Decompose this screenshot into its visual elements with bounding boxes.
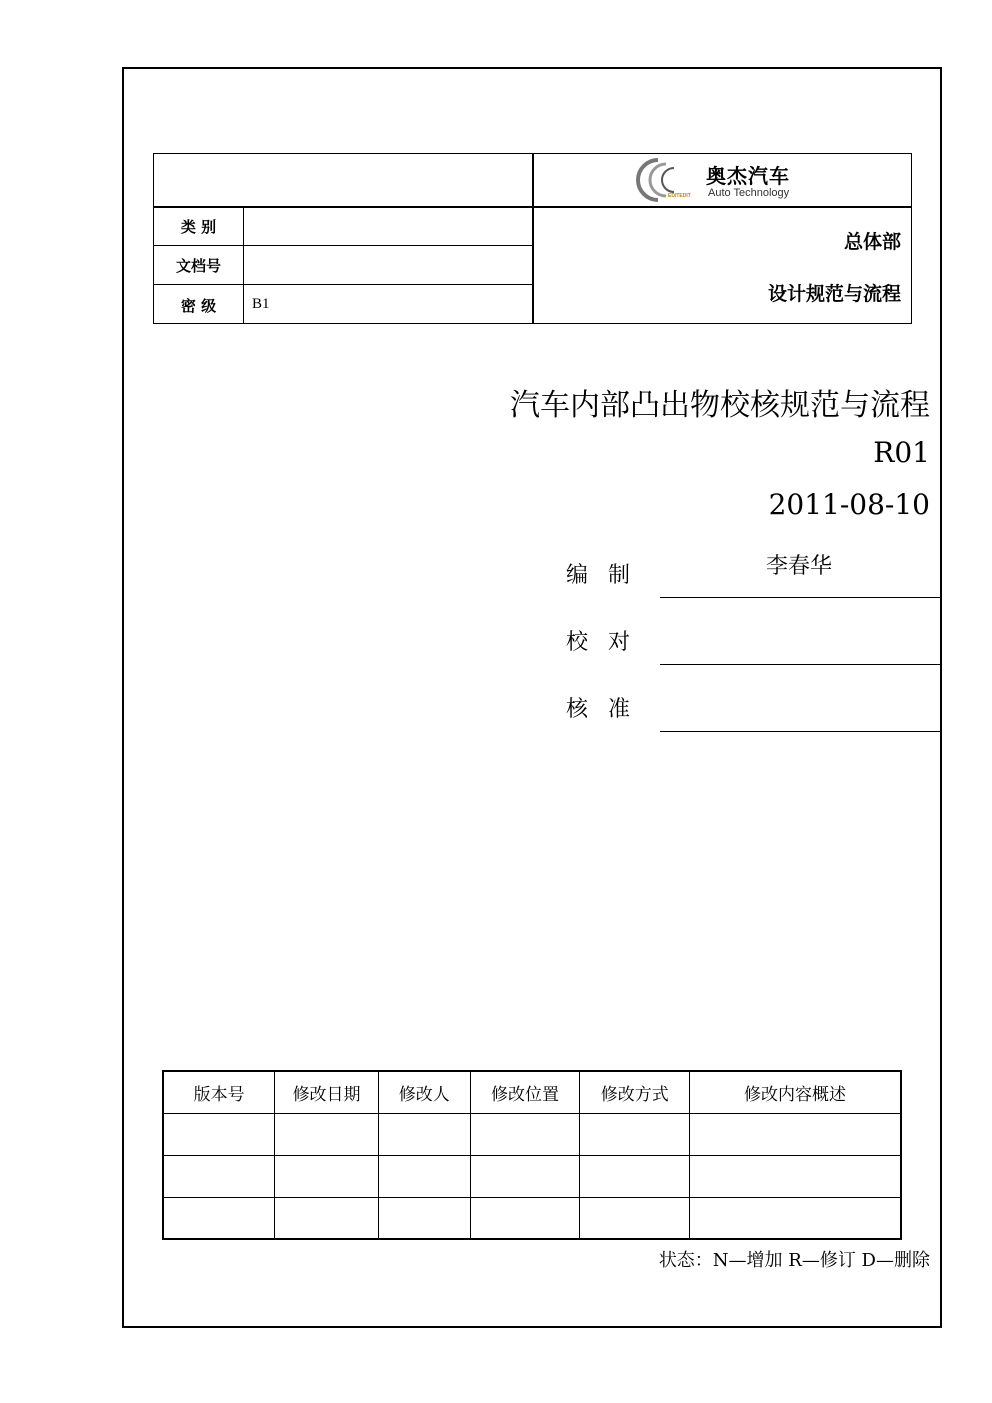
signature-label-checked: 校对: [566, 630, 651, 655]
header-modify-summary: 修改内容概述: [690, 1071, 901, 1113]
table-cell: [690, 1113, 901, 1155]
logo-small-text: EDITEDIT: [668, 193, 691, 199]
header-table: [153, 153, 912, 324]
table-cell: [470, 1197, 580, 1239]
logo-brand-en: Auto Technology: [708, 187, 790, 199]
table-cell: [470, 1113, 580, 1155]
table-cell: [275, 1155, 379, 1197]
signature-label-compiled: 编制: [566, 563, 651, 588]
table-row: [163, 1197, 901, 1239]
security-level-label: 密 级: [180, 297, 217, 315]
category-label: 类 别: [180, 218, 217, 236]
table-cell: [690, 1155, 901, 1197]
table-cell: [163, 1197, 275, 1239]
security-level-value: B1: [252, 296, 270, 312]
header-modify-method: 修改方式: [580, 1071, 690, 1113]
table-cell: [275, 1197, 379, 1239]
table-cell: [163, 1155, 275, 1197]
header-version: 版本号: [163, 1071, 275, 1113]
document-title: 汽车内部凸出物校核规范与流程: [510, 388, 930, 423]
table-cell: [580, 1113, 690, 1155]
table-cell: [690, 1197, 901, 1239]
table-cell: [580, 1197, 690, 1239]
signature-label-approved: 核准: [566, 697, 651, 722]
table-cell: [378, 1113, 470, 1155]
revision-code: R01: [873, 436, 930, 469]
signature-line-compiled: [660, 597, 940, 598]
doc-number-label: 文档号: [175, 257, 221, 275]
table-cell: [163, 1113, 275, 1155]
revision-history-table: [162, 1070, 902, 1240]
company-logo: [634, 156, 814, 204]
signature-line-approved: [660, 731, 940, 732]
department-name: 总体部: [843, 231, 901, 253]
signature-line-checked: [660, 664, 940, 665]
table-cell: [470, 1155, 580, 1197]
table-row: [163, 1155, 901, 1197]
header-modify-date: 修改日期: [275, 1071, 379, 1113]
logo-brand-cn: 奥杰汽车: [706, 164, 790, 188]
document-date: 2011-08-10: [768, 488, 930, 521]
table-cell: [580, 1155, 690, 1197]
doc-category: 设计规范与流程: [767, 283, 901, 305]
table-row: [163, 1113, 901, 1155]
header-modifier: 修改人: [378, 1071, 470, 1113]
table-cell: [275, 1113, 379, 1155]
header-modify-location: 修改位置: [470, 1071, 580, 1113]
table-cell: [378, 1155, 470, 1197]
table-header-row: [163, 1071, 901, 1113]
signature-value-compiled: 李春华: [766, 554, 833, 579]
status-legend: 状态：N—增加 R—修订 D—删除: [658, 1250, 930, 1271]
table-cell: [378, 1197, 470, 1239]
